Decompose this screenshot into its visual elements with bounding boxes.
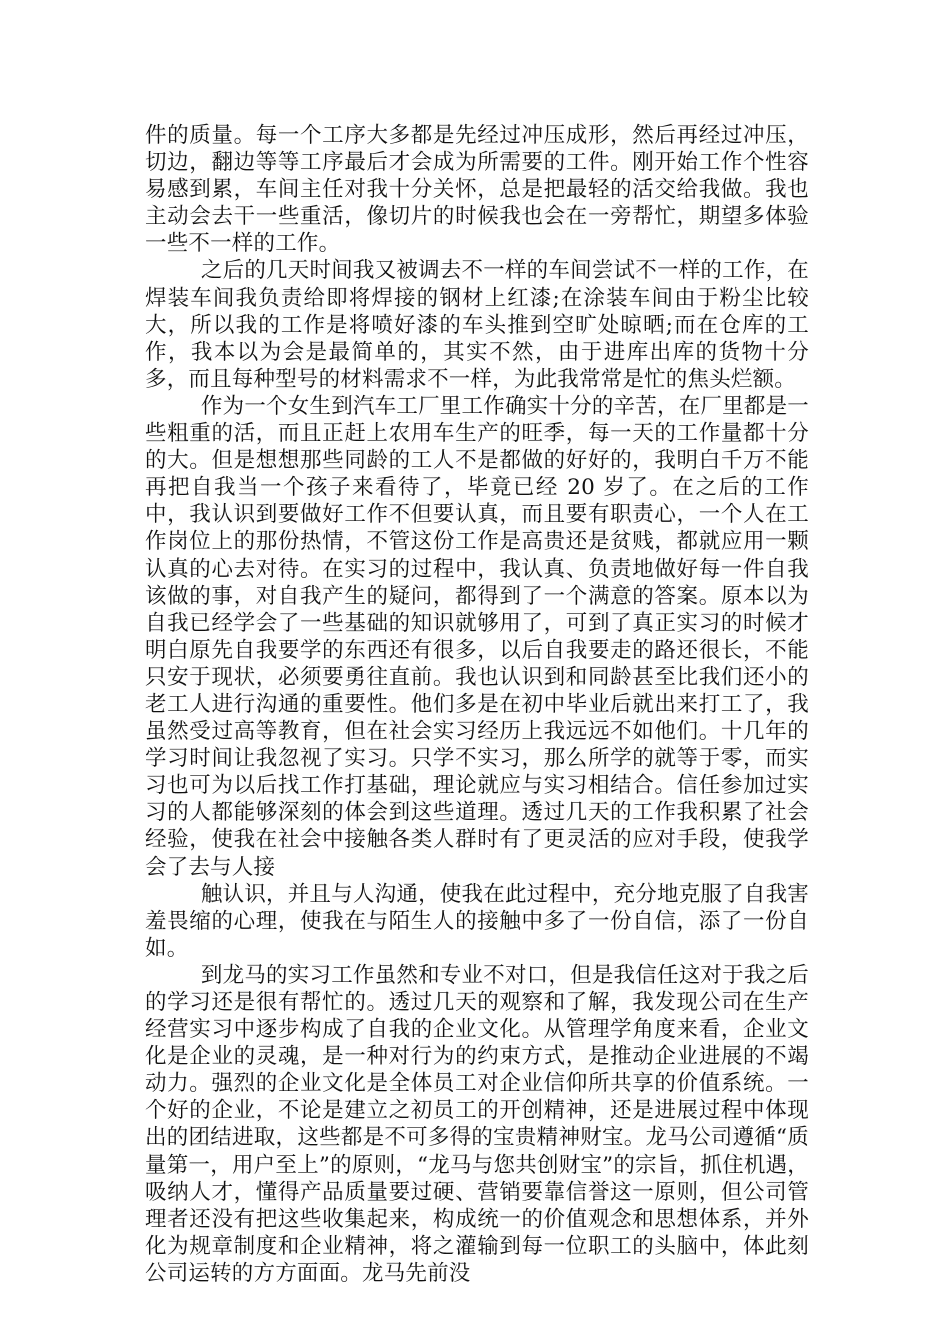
- paragraph-5: 到龙马的实习工作虽然和专业不对口，但是我信任这对于我之后的学习还是很有帮忙的。透过几天的观察和了解，我发现公司在生产经营实习中逐步构成了自我的企业文化。从管理学角度来看，企业文化是企业的灵魂，是一种对行为的约束方式，是推动企业进展的不竭动力。强烈的企业文化是全体员工对企业信仰所共享的价值系统。一个好的企业，不论是建立之初员工的开创精神，还是进展过程中体现出的团结进取，这些都是不可多得的宝贵精神财宝。龙马公司遵循“质量第一，用户至上”的原则，“龙马与您共创财宝”的宗旨，抓住机遇，吸纳人才，懂得产品质量要过硬、营销要靠信誉这一原则，但公司管理者还没有把这些收集起来，构成统一的价值观念和思想体系，并外化为规章制度和企业精神，将之灌输到每一位职工的头脑中，体此刻公司运转的方方面面。龙马先前没: [145, 962, 809, 1286]
- paragraph-1: 件的质量。每一个工序大多都是先经过冲压成形，然后再经过冲压，切边，翻边等等工序最后才会成为所需要的工件。刚开始工作个性容易感到累，车间主任对我十分关怀，总是把最轻的活交给我做。我也主动会去干一些重活，像切片的时候我也会在一旁帮忙，期望多体验一些不一样的工作。: [145, 123, 809, 257]
- document-body: [145, 122, 809, 1287]
- paragraph-2: 之后的几天时间我又被调去不一样的车间尝试不一样的工作，在焊装车间我负责给即将焊接的钢材上红漆;在涂装车间由于粉尘比较大，所以我的工作是将喷好漆的车头推到空旷处晾晒;而在仓库的工作，我本以为会是最简单的，其实不然，由于进库出库的货物十分多，而且每种型号的材料需求不一样，为此我常常是忙的焦头烂额。: [145, 258, 809, 392]
- paragraph-3: 作为一个女生到汽车工厂里工作确实十分的辛苦，在厂里都是一些粗重的活，而且正赶上农用车生产的旺季，每一天的工作量都十分的大。但是想想那些同龄的工人不是都做的好好的，我明白千万不能再把自我当一个孩子来看待了，毕竟已经 20 岁了。在之后的工作中，我认识到要做好工作不但要认真，而且要有职责心，一个人在工作岗位上的那份热情，不管这份工作是高贵还是贫贱，都就应用一颗认真的心去对待。在实习的过程中，我认真、负责地做好每一件自我该做的事，对自我产生的疑问，都得到了一个满意的答案。原本以为自我已经学会了一些基础的知识就够用了，可到了真正实习的时候才明白原先自我要学的东西还有很多，以后自我要走的路还很长，不能只安于现状，必须要勇往直前。我也认识到和同龄甚至比我们还小的老工人进行沟通的重要性。他们多是在初中毕业后就出来打工了，我虽然受过高等教育，但在社会实习经历上我远远不如他们。十几年的学习时间让我忽视了实习。只学不实习，那么所学的就等于零，而实习也可为以后找工作打基础，理论就应与实习相结合。信任参加过实习的人都能够深刻的体会到这些道理。透过几天的工作我积累了社会经验，使我在社会中接触各类人群时有了更灵活的应对手段，使我学会了去与人接: [145, 393, 809, 880]
- paragraph-4: 触认识，并且与人沟通，使我在此过程中，充分地克服了自我害羞畏缩的心理，使我在与陌生人的接触中多了一份自信，添了一份自如。: [145, 881, 809, 961]
